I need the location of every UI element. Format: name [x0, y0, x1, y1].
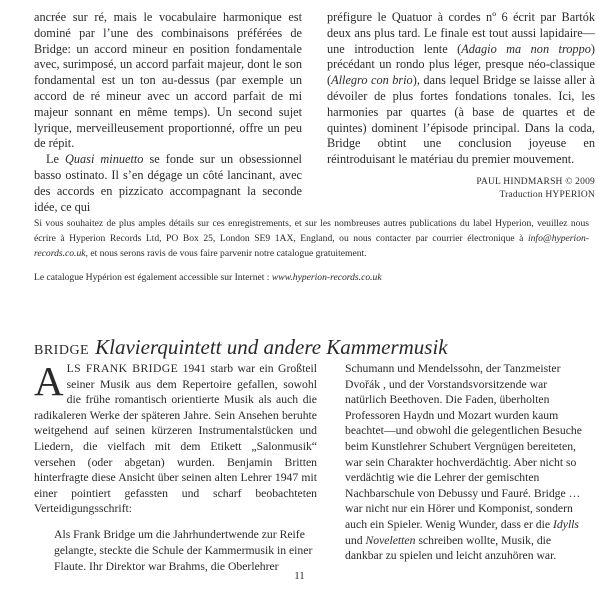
britten-quote: Als Frank Bridge um die Jahrhundertwende zur Reife gelangte, steckte die Schule der Kammermusik in einer Flaute. Ihr Direktor war Brahms, die Oberlehrer [54, 527, 313, 573]
signature [327, 176, 595, 202]
notice-text-a: Si vous souhaitez de plus amples détails sur ces enregistrements, et sur les nombreuses autres publications du label Hyperion, veuillez nous écrire à Hyperion Records Ltd, PO Box 25, London SE9 1AX, England, ou nous contacter par courrier électronique à [34, 218, 589, 244]
french-p3-text-b: ) précédant un rondo plus léger, presque néo-classique ( [327, 41, 595, 88]
drop-cap: A [34, 358, 64, 404]
german-p2-italic-1: Idylls [553, 517, 579, 531]
french-text-left-column [34, 10, 302, 215]
signature-translator: Traduction HYPERION [499, 189, 595, 200]
french-p2-text-a: Le [46, 152, 65, 167]
german-smallcaps-lead: LS FRANK BRIDGE [66, 362, 179, 375]
french-p2-italic: Quasi minuetto [65, 152, 144, 167]
french-p3-italic-1: Adagio ma non troppo [461, 41, 591, 56]
french-p3-text-c: ), dans lequel Bridge se laisse aller à dévoiler de plus fortes fondations tonales. Ici, les harmonies par quartes (à base de quartes et de quintes) dominent l’épisode principal. Dans la coda, Bridge obtint une conclusion joyeuse en réintroduisant le matériau du premier mouvement. [327, 73, 596, 167]
german-p2-text-b: schreiben wollte, Musik, die dankbar zu spielen und leicht anzuhören war. [345, 533, 557, 563]
internet-notice-text: Le catalogue Hypérion est également accessible sur Internet : [34, 272, 272, 283]
french-text-right-column [327, 10, 595, 202]
section-heading [34, 335, 594, 360]
german-paragraph-2 [345, 361, 590, 564]
page-number: 11 [294, 570, 305, 582]
catalogue-notice [34, 216, 589, 261]
german-p2-text-mid: und [345, 533, 366, 547]
german-p2-text-a: Schumann und Mendelssohn, der Tanzmeister Dvořák , und der Vorstandsvorsitzende war natürlich Beethoven. Die Faden, überholten Professoren Haydn und Mozart wurden kaum beachtet—und obwohl die gelegentlichen Besuche beim Kunstlehrer Schubert Vergnügen bereiteten, war sein Charakter hochverdächtig. Aber nicht so verdächtig wie die Lehrer der gemischten Nachbarschule von Debussy und Fauré. Bridge … war nicht nur ein Hörer und Komponist, sondern auch ein Spieler. Wenig Wunder, dass er die [345, 362, 582, 531]
french-paragraph-1: ancrée sur ré, mais le vocabulaire harmonique est dominé par l’une des combinaisons préférées de Bridge: un accord mineur en position fondamentale avec, surimposé, un accord parfait majeur, dont le son fondamental est un ton au-dessus (par exemple un accord de ré mineur avec un accord parfait de mi majeur sonnant en même temps). Un second sujet lyrique, merveilleusement proportionné, offre un peu de répit. [34, 10, 302, 151]
french-p2-text-b: se fonde sur un obsessionnel basso ostinato. Il s’en dégage un côté lancinant, avec des accords en pizzicato accompagnant la seconde idée, ce qui [34, 152, 302, 214]
german-p2-italic-2: Noveletten [365, 533, 416, 547]
german-p1-text: 1941 starb war ein Großteil seiner Musik aus dem Repertoire gefallen, sowohl die frühe romantisch orientierte Musik als auch die radikaleren Werke der späteren Jahre. Sein Ansehen beruhte weitgehend auf seinen kürzeren Instrumentalstücken und Liedern, die vielfach mit dem Etikett „Salonmusik“ versehen (oder abgetan) wurden. Benjamin Britten hinterfragte diese Ansicht über seinen alten Lehrer 1947 mit einer pointiert gefassten und scharf beobachteten Verteidigungsschrift: [34, 362, 317, 516]
signature-author: PAUL HINDMARSH © 2009 [476, 176, 595, 187]
french-p3-italic-2: Allegro con brio [331, 73, 413, 88]
notice-text-b: , et nous serons ravis de vous faire parvenir notre catalogue gratuitement. [85, 248, 367, 259]
french-p3-text-a: préfigure le Quatuor à cordes nº 6 écrit par Bartók deux ans plus tard. Le finale est tout aussi lapidaire—une introduction lente ( [327, 10, 595, 56]
french-paragraph-3 [327, 10, 595, 168]
website-link[interactable]: www.hyperion-records.co.uk [271, 272, 382, 283]
german-paragraph-1 [34, 358, 317, 517]
german-text-right-column [345, 361, 590, 564]
composer-name: BRIDGE [34, 343, 90, 358]
internet-catalogue-notice [34, 270, 589, 285]
notice-email-link[interactable]: info@hyperion-records.co.uk [34, 233, 589, 259]
german-text-left-column [34, 358, 317, 574]
section-title: Klavierquintett und andere Kammermusik [95, 335, 448, 359]
french-paragraph-2 [34, 152, 302, 215]
